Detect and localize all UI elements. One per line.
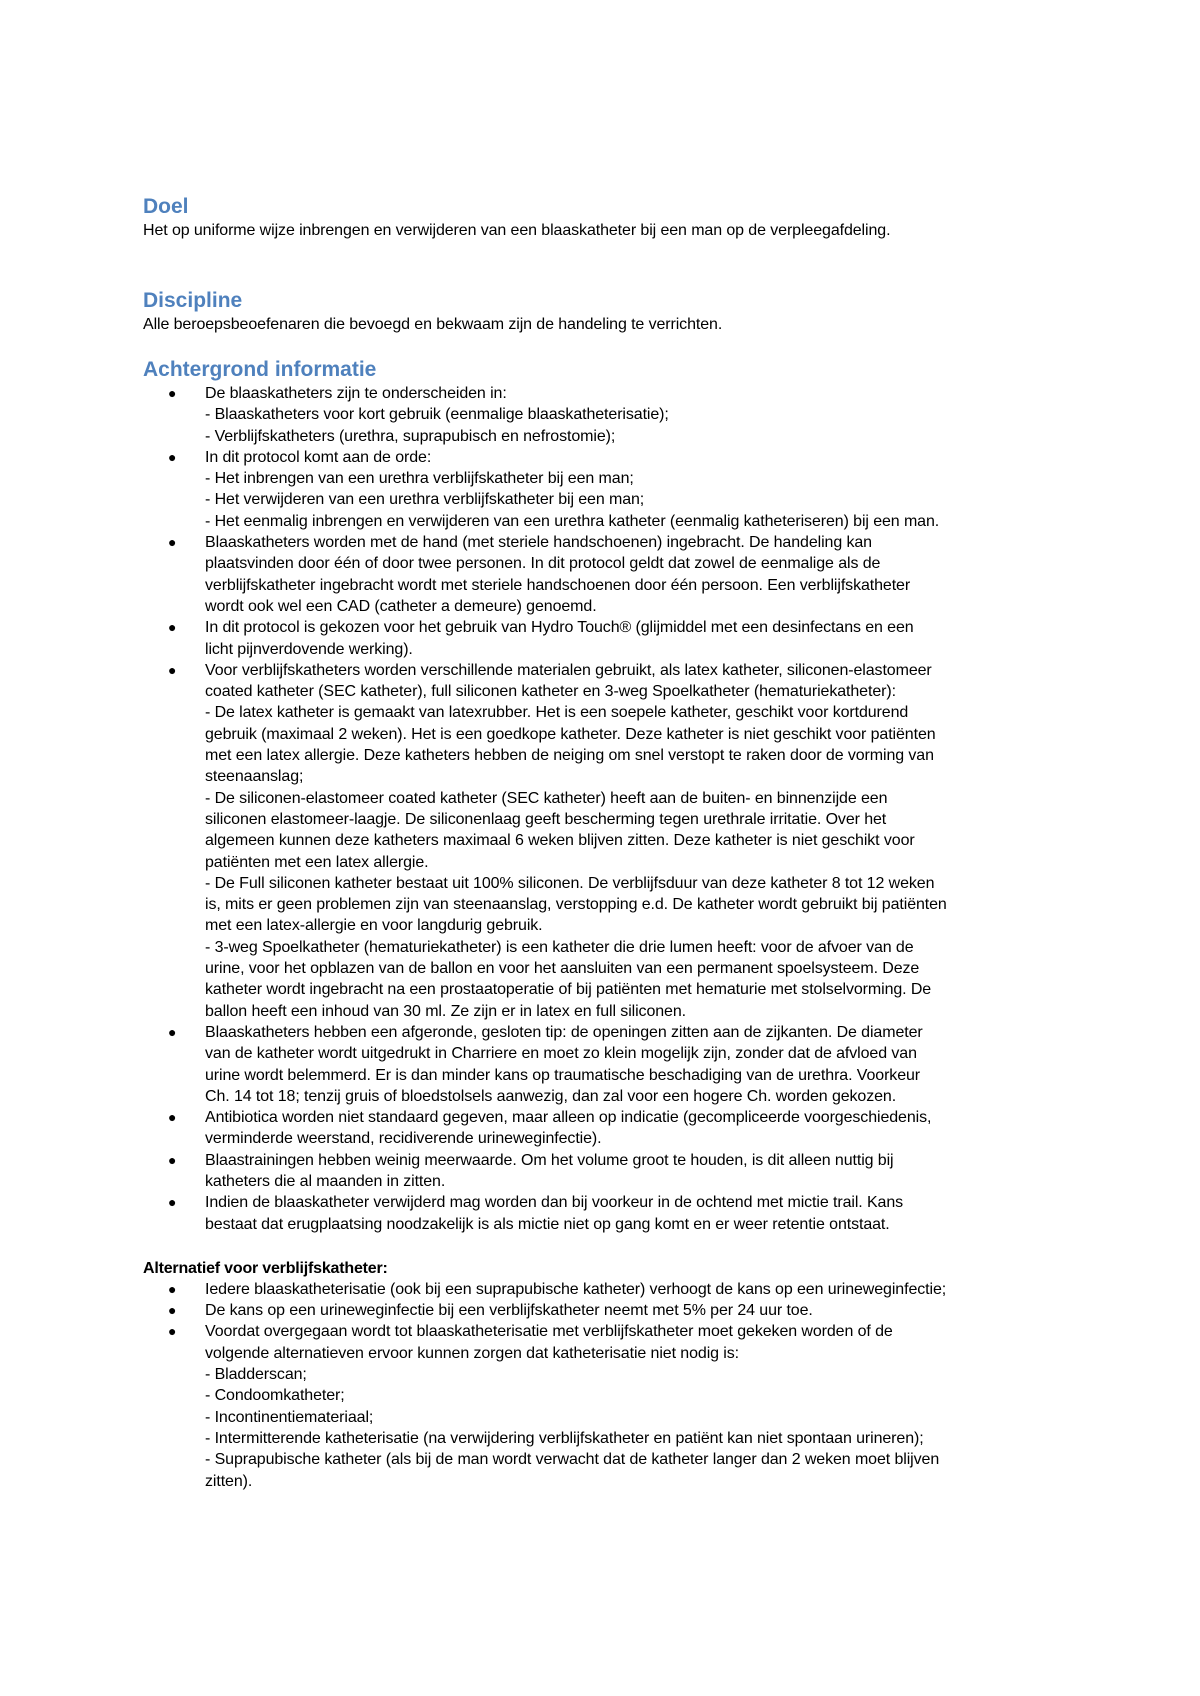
list-item-line: Indien de blaaskatheter verwijderd mag worden dan bij voorkeur in de ochtend met mictie trail. Kans xyxy=(205,1194,904,1212)
list-item-line: De kans op een urineweginfectie bij een verblijfskatheter neemt met 5% per 24 uur toe. xyxy=(205,1302,813,1320)
bullet-icon: ● xyxy=(168,619,177,636)
list-item-line: van de katheter wordt uitgedrukt in Charriere en moet zo klein mogelijk zijn, zonder dat de afvloed van xyxy=(205,1045,917,1063)
list-item-line: - Suprapubische katheter (als bij de man wordt verwacht dat de katheter langer dan 2 weken moet blijven xyxy=(205,1451,940,1469)
list-item-line: met een latex-allergie en voor langdurig gebruik. xyxy=(205,917,543,935)
list-item-line: is, mits er geen problemen zijn van steenaanslag, verstopping e.d. De katheter wordt gebruikt bij patiënten xyxy=(205,896,947,914)
list-item xyxy=(143,383,1078,447)
list-item-line: - Het eenmalig inbrengen en verwijderen van een urethra katheter (eenmalig katheteriseren) bij een man. xyxy=(205,512,940,530)
list-item-line: algemeen kunnen deze katheters maximaal 6 weken blijven zitten. Deze katheter is niet geschikt voor xyxy=(205,832,915,850)
list-item-line: gebruik (maximaal 2 weken). Het is een goedkope katheter. Deze katheter is niet geschikt voor patiënten xyxy=(205,725,936,743)
list-item-line: coated katheter (SEC katheter), full siliconen katheter en 3-weg Spoelkatheter (hematuriekatheter): xyxy=(205,683,896,701)
discipline-text: Alle beroepsbeoefenaren die bevoegd en bekwaam zijn de handeling te verrichten. xyxy=(143,316,723,333)
alternatief-list xyxy=(143,1279,1078,1492)
list-item-line: katheter wordt ingebracht na een prostaatoperatie of bij patiënten met hematurie met stolselvorming. De xyxy=(205,981,932,999)
list-item-line: - Het inbrengen van een urethra verblijfskatheter bij een man; xyxy=(205,470,634,488)
list-item-line: - Bladderscan; xyxy=(205,1366,307,1384)
bullet-icon: ● xyxy=(168,1151,177,1168)
list-item-line: - De siliconen-elastomeer coated katheter (SEC katheter) heeft aan de buiten- en binnenzijde een xyxy=(205,789,888,807)
list-item-line: plaatsvinden door één of door twee personen. In dit protocol geldt dat zowel de eenmalige als de xyxy=(205,555,881,573)
list-item-line: De blaaskatheters zijn te onderscheiden in: xyxy=(205,385,507,402)
list-item-line: - Het verwijderen van een urethra verblijfskatheter bij een man; xyxy=(205,491,645,509)
list-item-line: - Incontinentiemateriaal; xyxy=(205,1408,374,1426)
bullet-icon: ● xyxy=(168,661,177,678)
list-item-line: wordt ook wel een CAD (catheter a demeure) genoemd. xyxy=(205,597,597,615)
list-item-line: - Blaaskatheters voor kort gebruik (eenmalige blaaskatheterisatie); xyxy=(205,406,669,424)
bullet-icon: ● xyxy=(168,1302,177,1319)
list-item-line: katheters die al maanden in zitten. xyxy=(205,1172,446,1190)
list-item xyxy=(143,1279,1078,1300)
document-page xyxy=(143,194,1078,1492)
heading-discipline: Discipline xyxy=(143,289,243,312)
list-item-line: verminderde weerstand, recidiverende urineweginfectie). xyxy=(205,1130,602,1148)
list-item-line: volgende alternatieven ervoor kunnen zorgen dat katheterisatie niet nodig is: xyxy=(205,1344,739,1362)
list-item-line: Blaaskatheters worden met de hand (met steriele handschoenen) ingebracht. De handeling kan xyxy=(205,534,872,552)
list-item xyxy=(143,1300,1078,1321)
heading-achtergrond: Achtergrond informatie xyxy=(143,358,377,381)
section-achtergrond xyxy=(143,357,1078,1235)
bullet-icon: ● xyxy=(168,534,177,551)
list-item-line: - De latex katheter is gemaakt van latexrubber. Het is een soepele katheter, geschikt voor kortdurend xyxy=(205,704,909,722)
bullet-icon: ● xyxy=(168,1280,177,1297)
list-item-line: In dit protocol komt aan de orde: xyxy=(205,448,432,466)
list-item-line: - Intermitterende katheterisatie (na verwijdering verblijfskatheter en patiënt kan niet spontaan urineren); xyxy=(205,1429,924,1447)
bullet-icon: ● xyxy=(168,1194,177,1211)
list-item-line: Voordat overgegaan wordt tot blaaskatheterisatie met verblijfskatheter moet gekeken worden of de xyxy=(205,1323,893,1341)
list-item-line: - 3-weg Spoelkatheter (hematuriekatheter) is een katheter die drie lumen heeft: voor de afvoer van de xyxy=(205,938,914,956)
bullet-icon: ● xyxy=(168,1323,177,1340)
list-item-line: zitten). xyxy=(205,1472,253,1490)
list-item-line: - Condoomkatheter; xyxy=(205,1387,345,1405)
list-item-line: urine wordt belemmerd. Er is dan minder kans op traumatische beschadiging van de urethra. Voorkeur xyxy=(205,1066,921,1084)
list-item-line: licht pijnverdovende werking). xyxy=(205,640,413,658)
bullet-icon: ● xyxy=(168,385,177,401)
list-item-line: Ch. 14 tot 18; tenzij gruis of bloedstolsels aanwezig, dan zal voor een hogere Ch. worden gekozen. xyxy=(205,1087,897,1105)
list-item-line: verblijfskatheter ingebracht wordt met steriele handschoenen door één persoon. Een verblijfskatheter xyxy=(205,576,911,594)
list-item xyxy=(143,617,1078,660)
list-item xyxy=(143,1022,1078,1107)
list-item xyxy=(143,1150,1078,1193)
list-item-line: siliconen elastomeer-laagje. De siliconenlaag geeft bescherming tegen urethrale irritatie. Over het xyxy=(205,810,887,828)
list-item-line: Iedere blaaskatheterisatie (ook bij een suprapubische katheter) verhoogt de kans op een urineweginfectie; xyxy=(205,1280,947,1298)
list-item xyxy=(143,1107,1078,1150)
list-item-line: steenaanslag; xyxy=(205,768,304,786)
list-item-line: Voor verblijfskatheters worden verschillende materialen gebruikt, als latex katheter, siliconen-elastomeer xyxy=(205,661,932,679)
list-item-line: - Verblijfskatheters (urethra, suprapubisch en nefrostomie); xyxy=(205,427,616,445)
list-item xyxy=(143,1192,1078,1235)
achtergrond-list xyxy=(143,383,1078,1235)
list-item-line: Antibiotica worden niet standaard gegeven, maar alleen op indicatie (gecompliceerde voorgeschiedenis, xyxy=(205,1109,932,1127)
list-item-line: Blaastrainingen hebben weinig meerwaarde. Om het volume groot te houden, is dit alleen nuttig bij xyxy=(205,1151,894,1169)
bullet-icon: ● xyxy=(168,1023,177,1040)
list-item-line: urine, voor het opblazen van de ballon en voor het aansluiten van een permanent spoelsysteem. Deze xyxy=(205,960,920,978)
doel-text: Het op uniforme wijze inbrengen en verwijderen van een blaaskatheter bij een man op de verpleegafdeling. xyxy=(143,222,891,239)
list-item-line: - De Full siliconen katheter bestaat uit 100% siliconen. De verblijfsduur van deze katheter 8 tot 12 weken xyxy=(205,874,935,892)
section-alternatief xyxy=(143,1258,1078,1492)
list-item-line: Blaaskatheters hebben een afgeronde, gesloten tip: de openingen zitten aan de zijkanten. De diameter xyxy=(205,1023,923,1041)
list-item xyxy=(143,1321,1078,1491)
list-item xyxy=(143,660,1078,1022)
heading-alternatief: Alternatief voor verblijfskatheter: xyxy=(143,1259,388,1277)
list-item xyxy=(143,532,1078,617)
heading-doel: Doel xyxy=(143,195,189,218)
bullet-icon: ● xyxy=(168,1109,177,1126)
list-item-line: In dit protocol is gekozen voor het gebruik van Hydro Touch® (glijmiddel met een desinfectans en een xyxy=(205,619,914,637)
list-item-line: bestaat dat erugplaatsing noodzakelijk is als mictie niet op gang komt en er weer retentie ontstaat. xyxy=(205,1215,890,1233)
section-discipline xyxy=(143,288,1078,335)
section-doel xyxy=(143,194,1078,241)
list-item-line: met een latex allergie. Deze katheters hebben de neiging om snel verstopt te raken door de vorming van xyxy=(205,747,934,765)
list-item xyxy=(143,447,1078,532)
list-item-line: ballon heeft een inhoud van 30 ml. Ze zijn er in latex en full siliconen. xyxy=(205,1002,686,1020)
list-item-line: patiënten met een latex allergie. xyxy=(205,853,429,871)
bullet-icon: ● xyxy=(168,448,177,465)
